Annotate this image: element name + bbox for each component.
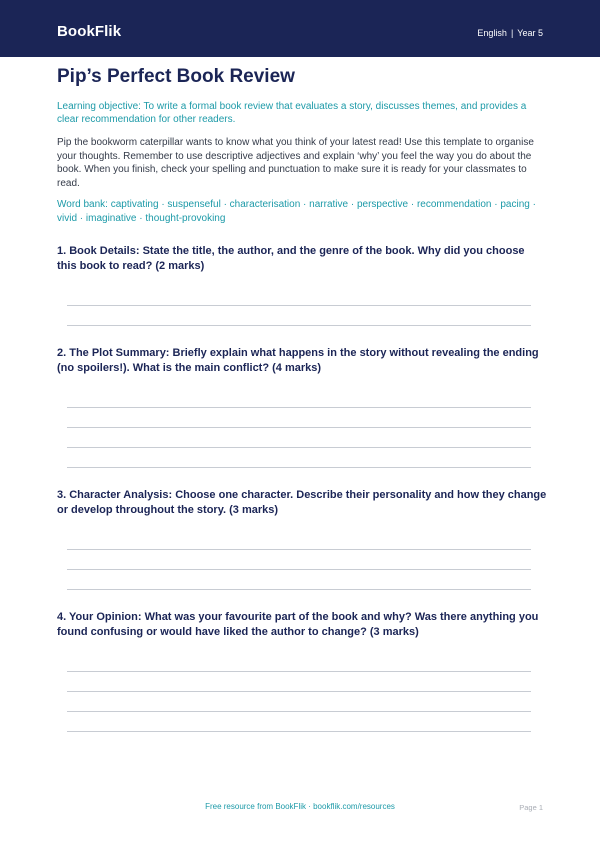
word-bank: Word bank: captivating · suspenseful · characterisation · narrative · perspective · recommendation · pacing · vivid · imaginative · thought-provoking — [57, 199, 536, 224]
answer-line[interactable] — [67, 325, 531, 326]
intro-paragraph: Pip the bookworm caterpillar wants to know what you think of your latest read! Use this template to organise your thoughts. Remember to use descriptive adjectives and explain ‘why’ you feel the way you do about the book. When you finish, check your spelling and punctuation to make sure it is ready for your classmates to read. — [57, 137, 534, 189]
answer-line[interactable] — [67, 467, 531, 468]
subject-label: English — [477, 28, 507, 38]
answer-line[interactable] — [67, 711, 531, 712]
subject-year-label — [477, 28, 543, 38]
question-1: 1. Book Details: State the title, the author, and the genre of the book. Why did you choose this book to read? (2 marks) — [57, 245, 525, 272]
answer-line[interactable] — [67, 549, 531, 550]
answer-line[interactable] — [67, 691, 531, 692]
learning-objective: Learning objective: To write a formal book review that evaluates a story, discusses themes, and provides a clear recommendation for other readers. — [57, 101, 527, 125]
answer-line[interactable] — [67, 671, 531, 672]
answer-line[interactable] — [67, 447, 531, 448]
answer-line[interactable] — [67, 427, 531, 428]
brand-logo[interactable]: BookFlik — [57, 23, 122, 40]
answer-line[interactable] — [67, 407, 531, 408]
page-number: Page 1 — [519, 803, 543, 812]
question-3: 3. Character Analysis: Choose one character. Describe their personality and how they change or develop throughout the story. (3 marks) — [57, 489, 547, 516]
page-title: Pip’s Perfect Book Review — [57, 66, 295, 87]
answer-line[interactable] — [67, 589, 531, 590]
header-bar — [0, 0, 600, 57]
subject-separator: | — [510, 28, 514, 38]
question-4: 4. Your Opinion: What was your favourite part of the book and why? Was there anything you found confusing or would have liked the author to change? (3 marks) — [57, 611, 539, 638]
question-2: 2. The Plot Summary: Briefly explain what happens in the story without revealing the ending (no spoilers!). What is the main conflict? (4 marks) — [57, 347, 539, 374]
answer-line[interactable] — [67, 569, 531, 570]
answer-line[interactable] — [67, 731, 531, 732]
answer-line[interactable] — [67, 305, 531, 306]
footer-resource-link[interactable]: Free resource from BookFlik · bookflik.com/resources — [205, 802, 395, 811]
year-label: Year 5 — [517, 28, 543, 38]
